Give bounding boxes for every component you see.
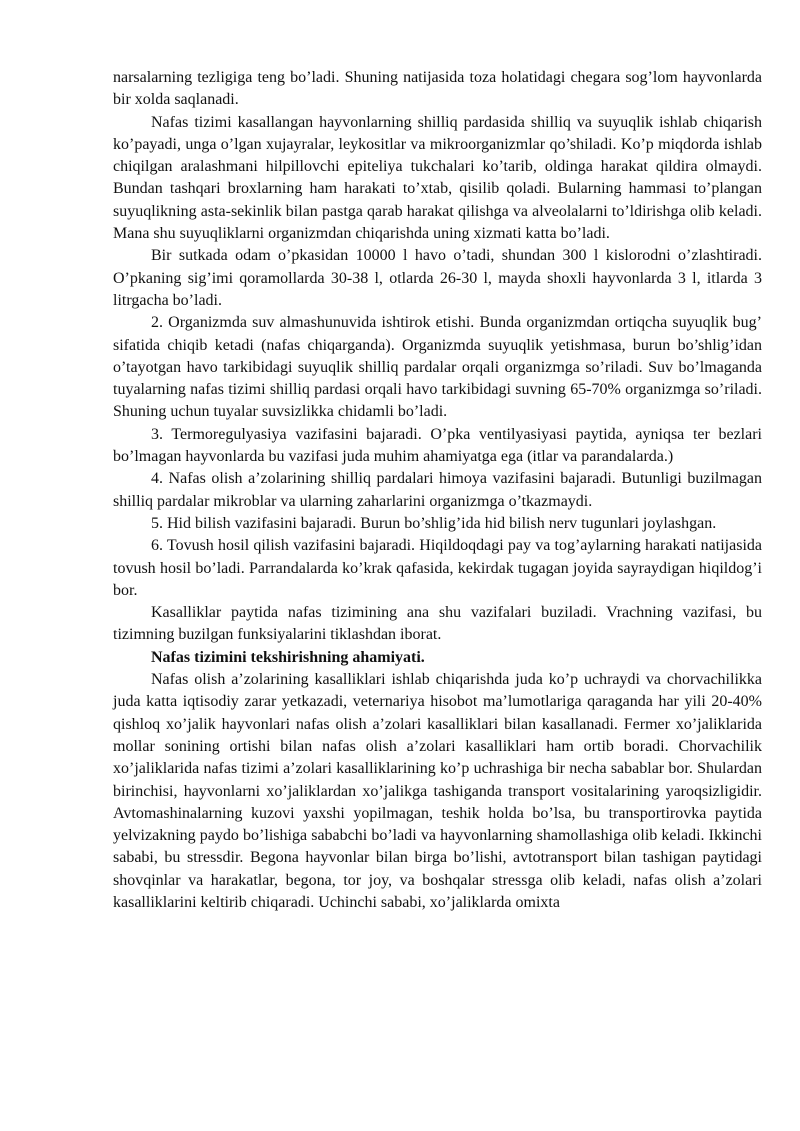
paragraph-thermoregulation: 3. Termoregulyasiya vazifasini bajaradi. O’pka ventilyasiyasi paytida, ayniqsa ter bezlari bo’lmagan hayvonlarda bu vazifasi juda muhim ahamiyatga ega (itlar va parandalarda.) — [113, 425, 762, 466]
paragraph-voice-function: 6. Tovush hosil qilish vazifasini bajaradi. Hiqildoqdagi pay va tog’aylarning harakati natijasida tovush hosil bo’ladi. Parrandalarda ko’krak qafasida, kekirdak tugagan joyida sayraydigan hiqildog’i bor. — [113, 537, 762, 599]
document-page — [113, 67, 762, 914]
paragraph-water-exchange: 2. Organizmda suv almashunuvida ishtirok etishi. Bunda organizmdan ortiqcha suyuqlik bug’ sifatida chiqib ketadi (nafas chiqarganda). Organizmda suyuqlik yetishmasa, burun bo’shlig’idan o’tayotgan havo tarkibidagi suyuqlik shilliq pardalar orqali organizmga so’riladi. Suv bo’lmaganda tuyalarning nafas tizimi shilliq pardasi orqali havo tarkibidagi suvning 65-70% organizmga so’riladi. Shuning uchun tuyalar suvsizlikka chidamli bo’ladi. — [113, 314, 762, 421]
paragraph-protective-function: 4. Nafas olish a’zolarining shilliq pardalari himoya vazifasini bajaradi. Butunligi buzilmagan shilliq pardalar mikroblar va ularning zaharlarini organizmga o’tkazmaydi. — [113, 470, 762, 510]
paragraph-disease-impact: Kasalliklar paytida nafas tizimining ana shu vazifalari buziladi. Vrachning vazifasi, bu tizimning buzilgan funksiyalarini tiklashdan iborat. — [113, 604, 762, 644]
section-heading: Nafas tizimini tekshirishning ahamiyati. — [151, 648, 425, 666]
paragraph-mucus-production: Nafas tizimi kasallangan hayvonlarning shilliq pardasida shilliq va suyuqlik ishlab chiqarish ko’payadi, unga o’lgan xujayralar, leykositlar va mikroorganizmlar qo’shiladi. Ko’p miqdorda ishlab chiqilgan aralashmani hilpillovchi epiteliya tukchalari ko’tarib, oldinga harakat qildira olmaydi. Bundan tashqari broxlarning ham harakati to’xtab, qisilib qoladi. Bularning hammasi to’plangan suyuqlikning asta-sekinlik bilan pastga qarab harakat qilishga va alveolalarni to’ldirishga olib keladi. Mana shu suyuqliklarni organizmdan chiqarishda uning xizmati katta bo’ladi. — [113, 113, 762, 243]
paragraph-lung-capacity: Bir sutkada odam o’pkasidan 10000 l havo o’tadi, shundan 300 l kislorodni o’zlashtiradi. O’pkaning sig’imi qoramollarda 30-38 l, otlarda 26-30 l, mayda shoxli hayvonlarda 3 l, itlarda 3 litrgacha bo’ladi. — [113, 247, 762, 309]
paragraph-smell-function: 5. Hid bilish vazifasini bajaradi. Burun bo’shlig’ida hid bilish nerv tugunlari joylashgan. — [151, 514, 717, 532]
paragraph-continuation: narsalarning tezligiga teng bo’ladi. Shuning natijasida toza holatidagi chegara sog’lom hayvonlarda bir xolda saqlanadi. — [113, 69, 762, 109]
paragraph-examination-importance: Nafas olish a’zolarining kasalliklari ishlab chiqarishda juda ko’p uchraydi va chorvachilikka juda katta iqtisodiy zarar yetkazadi, veternariya hisobot ma’lumotlariga qaraganda har yili 20-40% qishloq xo’jalik hayvonlari nafas olish a’zolari kasalliklari bilan kasallanadi. Fermer xo’jaliklarida mollar sonining ortishi bilan nafas olish a’zolari kasalliklari ham ortib boradi. Chorvachilik xo’jaliklarida nafas tizimi a’zolari kasalliklarining ko’p uchrashiga bir necha sabablar bor. Shulardan birinchisi, hayvonlarni xo’jaliklardan xo’jalikga tashiganda transport vositalarining yaroqsizligidir. Avtomashinalarning kuzovi yaxshi yopilmagan, teshik holda bo’lsa, bu transportirovka paytida yelvizakning paydo bo’lishiga sababchi bo’ladi va hayvonlarning shamollashiga olib keladi. Ikkinchi sababi, bu stressdir. Begona hayvonlar bilan birga bo’lishi, avtotransport bilan tashigan paytidagi shovqinlar va harakatlar, begona, tor joy, va boshqalar stressga olib keladi, nafas olish a’zolari kasalliklarini keltirib chiqaradi. Uchinchi sababi, xo’jaliklarda omixta — [113, 671, 762, 911]
